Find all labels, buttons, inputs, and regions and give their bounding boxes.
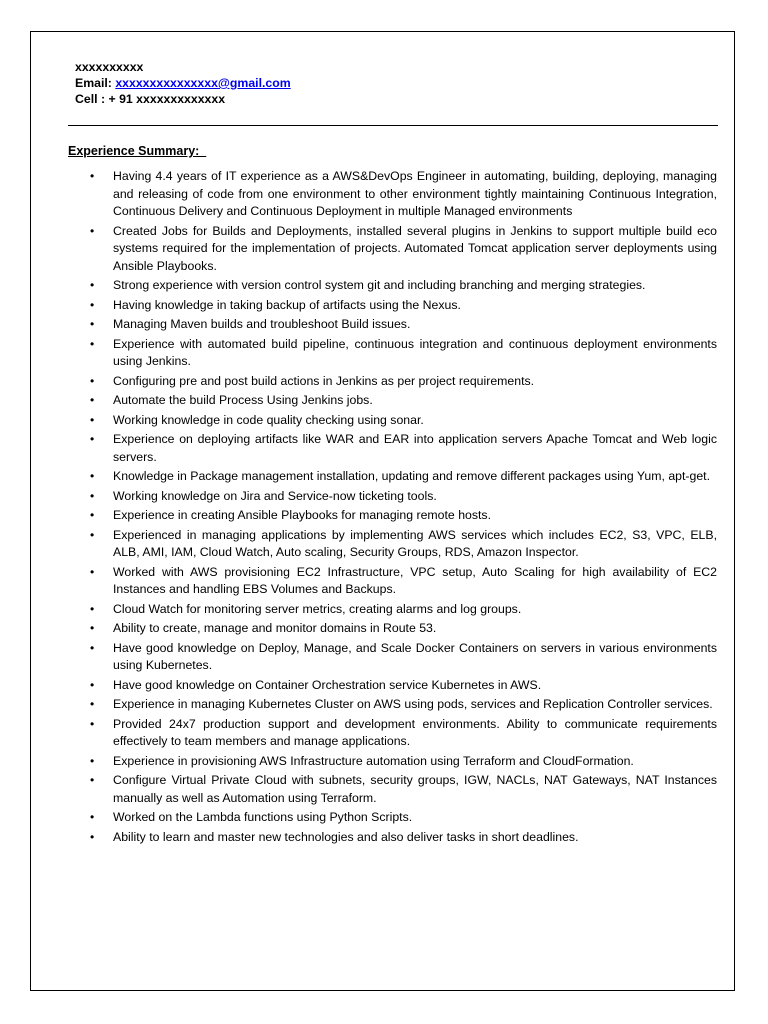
email-link[interactable]: xxxxxxxxxxxxxxx@gmail.com — [115, 76, 291, 90]
list-item: • Configure Virtual Private Cloud with subnets, security groups, IGW, NACLs, NAT Gateways, NAT Instances manually as well as Automation using Terraform. — [113, 772, 717, 807]
cell-line: Cell : + 91 xxxxxxxxxxxxx — [75, 92, 226, 106]
candidate-name: xxxxxxxxxx — [75, 60, 144, 74]
list-item: • Experience on deploying artifacts like WAR and EAR into application servers Apache Tomcat and Web logic servers. — [113, 431, 717, 466]
list-item: • Created Jobs for Builds and Deployments, installed several plugins in Jenkins to support multiple build eco systems required for the implementation of projects. Automated Tomcat application server deployments using Ansible Playbooks. — [113, 223, 717, 276]
list-item: • Having knowledge in taking backup of artifacts using the Nexus. — [113, 297, 717, 315]
email-label: Email: — [75, 76, 116, 90]
list-item: • Worked on the Lambda functions using Python Scripts. — [113, 809, 717, 827]
list-item: • Experience with automated build pipeline, continuous integration and continuous deployment environments using Jenkins. — [113, 336, 717, 371]
list-item: • Experienced in managing applications by implementing AWS services which includes EC2, S3, VPC, ELB, ALB, AMI, IAM, Cloud Watch, Auto scaling, Security Groups, RDS, Amazon Inspector. — [113, 527, 717, 562]
header-divider — [68, 125, 718, 126]
list-item: • Strong experience with version control system git and including branching and merging strategies. — [113, 277, 717, 295]
list-item: • Ability to learn and master new technologies and also deliver tasks in short deadlines. — [113, 829, 717, 847]
list-item: • Managing Maven builds and troubleshoot Build issues. — [113, 316, 717, 334]
email-line — [75, 75, 291, 91]
list-item: • Experience in creating Ansible Playbooks for managing remote hosts. — [113, 507, 717, 525]
list-item: • Automate the build Process Using Jenkins jobs. — [113, 392, 717, 410]
list-item: • Working knowledge in code quality checking using sonar. — [113, 412, 717, 430]
experience-list — [113, 168, 717, 848]
list-item: • Have good knowledge on Container Orchestration service Kubernetes in AWS. — [113, 677, 717, 695]
list-item: • Having 4.4 years of IT experience as a AWS&DevOps Engineer in automating, building, deploying, managing and releasing of code from one environment to other environment tightly maintaining Continuous Integration, Continuous Delivery and Continuous Deployment in multiple Managed environments — [113, 168, 717, 221]
section-title: Experience Summary: — [68, 144, 207, 158]
list-item: • Ability to create, manage and monitor domains in Route 53. — [113, 620, 717, 638]
list-item: • Provided 24x7 production support and development environments. Ability to communicate requirements effectively to team members and manage applications. — [113, 716, 717, 751]
list-item: • Configuring pre and post build actions in Jenkins as per project requirements. — [113, 373, 717, 391]
list-item: • Cloud Watch for monitoring server metrics, creating alarms and log groups. — [113, 601, 717, 619]
list-item: • Knowledge in Package management installation, updating and remove different packages using Yum, apt-get. — [113, 468, 717, 486]
list-item: • Have good knowledge on Deploy, Manage, and Scale Docker Containers on servers in various environments using Kubernetes. — [113, 640, 717, 675]
list-item: • Experience in provisioning AWS Infrastructure automation using Terraform and CloudFormation. — [113, 753, 717, 771]
list-item: • Worked with AWS provisioning EC2 Infrastructure, VPC setup, Auto Scaling for high availability of EC2 Instances and handling EBS Volumes and Backups. — [113, 564, 717, 599]
list-item: • Working knowledge on Jira and Service-now ticketing tools. — [113, 488, 717, 506]
contact-header — [75, 59, 291, 107]
list-item: • Experience in managing Kubernetes Cluster on AWS using pods, services and Replication Controller services. — [113, 696, 717, 714]
